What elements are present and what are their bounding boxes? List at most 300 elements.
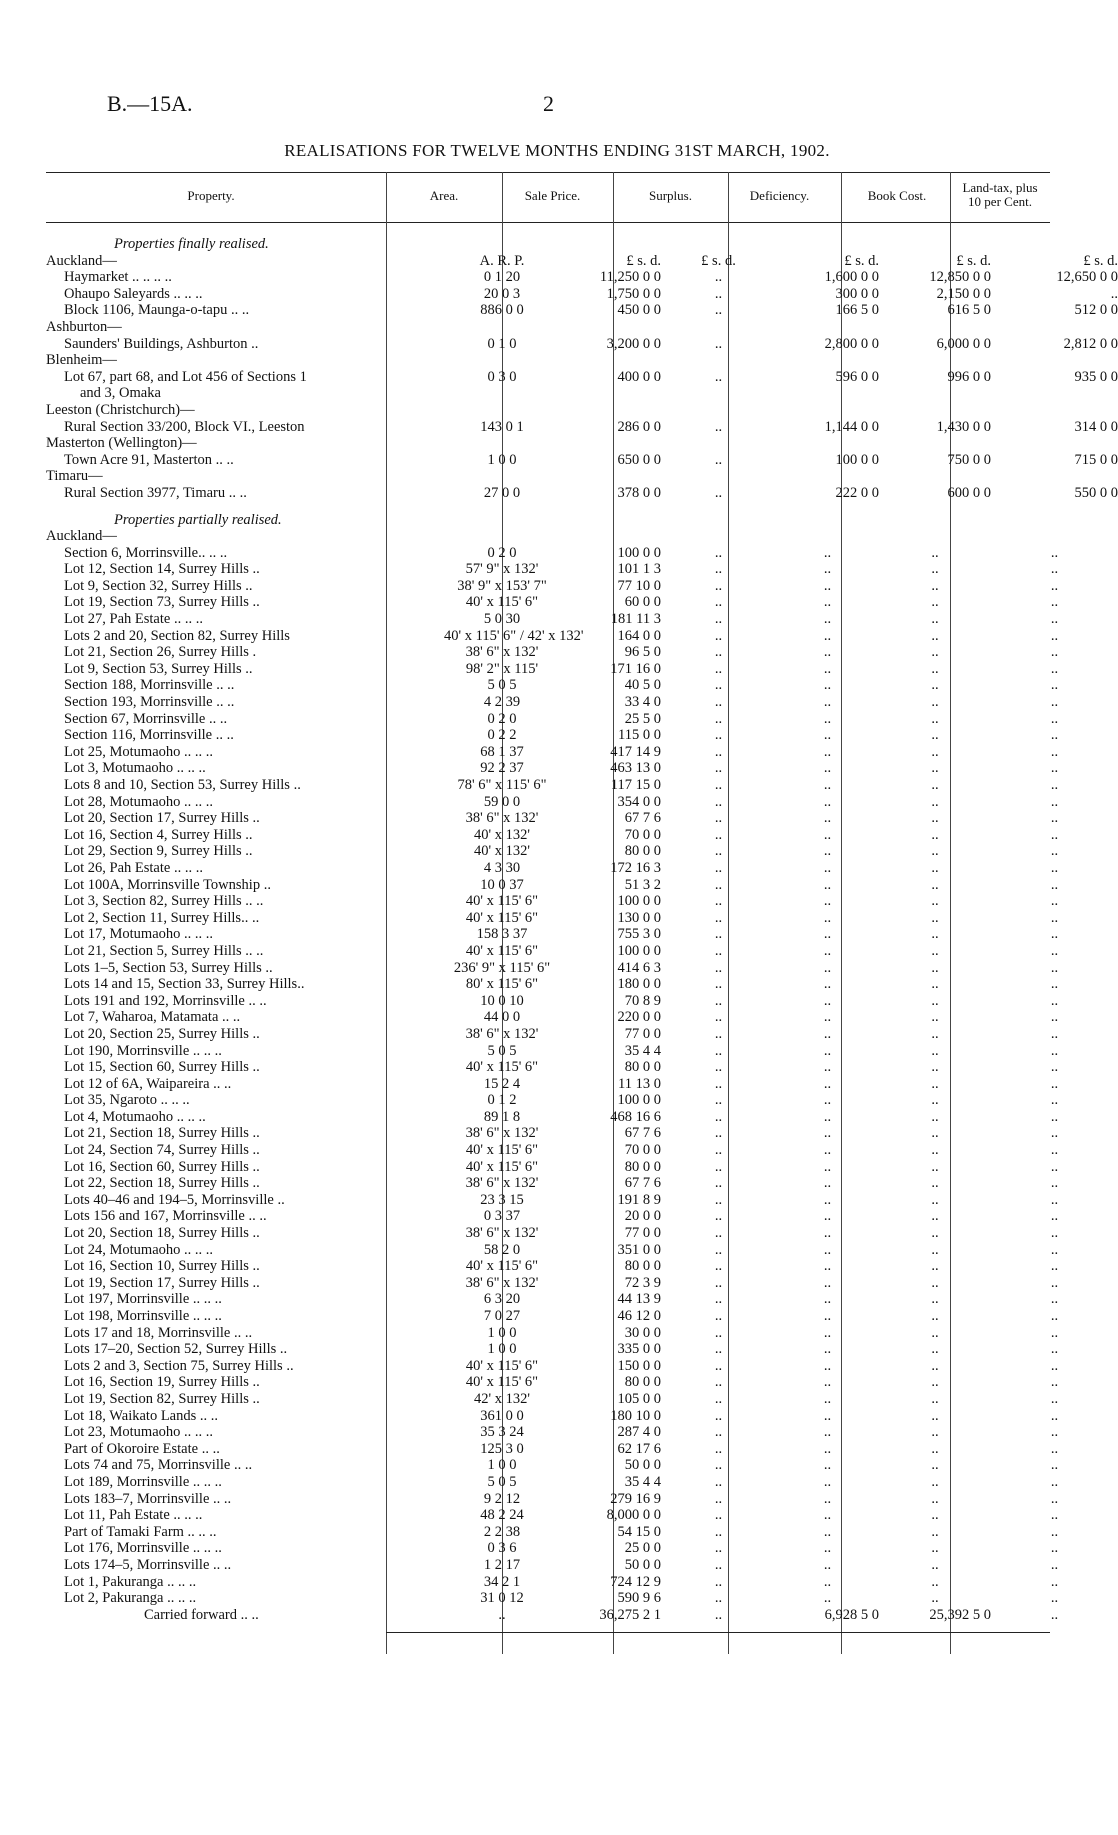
- realisations-table: [46, 236, 1118, 1623]
- area-value: 38' 6" x 132': [465, 1125, 539, 1142]
- land-tax-placeholder: ..: [1050, 1523, 1059, 1540]
- area-value: 0 3 0: [487, 368, 517, 385]
- area-value: 38' 6" x 132': [465, 1274, 539, 1291]
- empty-cell: [776, 236, 879, 253]
- carried-forward-book: 25,392 5 0: [929, 1606, 991, 1623]
- table-row: [46, 1491, 1118, 1508]
- land-tax-placeholder: ..: [1050, 1142, 1059, 1159]
- sale-price-value: 96 5 0: [624, 644, 661, 661]
- deficiency-placeholder: ..: [823, 1523, 832, 1540]
- header-top-rule: [46, 172, 1050, 173]
- land-tax-placeholder: ..: [1050, 876, 1059, 893]
- sale-price-value: 11 13 0: [618, 1075, 661, 1092]
- deficiency-placeholder: ..: [823, 959, 832, 976]
- sale-price-value: 117 15 0: [610, 777, 661, 793]
- sale-price-value: 590 9 6: [617, 1590, 661, 1607]
- area-value: 125 3 0: [480, 1440, 524, 1457]
- deficiency-placeholder: ..: [823, 1590, 832, 1607]
- empty-cell: [879, 236, 991, 253]
- area-value: 0 1 0: [487, 335, 517, 352]
- book-cost-placeholder: ..: [931, 1208, 939, 1225]
- empty-cell: [991, 385, 1118, 402]
- empty-cell: [444, 236, 560, 253]
- property-name: Lot 19, Section 82, Surrey Hills ..: [64, 1390, 260, 1407]
- deficiency-placeholder: ..: [823, 1556, 832, 1573]
- sale-price-value: 70 0 0: [624, 1142, 661, 1159]
- sale-price-value: 80 0 0: [624, 1158, 661, 1175]
- book-cost-placeholder: ..: [931, 611, 939, 628]
- property-name: Lots 17 and 18, Morrinsville .. ..: [64, 1324, 253, 1341]
- area-value: 38' 6" x 132': [465, 810, 539, 827]
- area-value: 40' x 115' 6": [465, 1374, 539, 1391]
- book-cost-placeholder: ..: [931, 727, 939, 744]
- surplus-placeholder: ..: [714, 1390, 723, 1407]
- sale-price-value: 67 7 6: [624, 1125, 661, 1142]
- sale-price-value: 35 4 4: [624, 1042, 661, 1059]
- table-row: [46, 1109, 1118, 1126]
- deficiency-placeholder: ..: [823, 1274, 832, 1291]
- deficiency-placeholder: ..: [823, 1308, 832, 1324]
- book-cost-placeholder: ..: [931, 893, 939, 910]
- deficiency-placeholder: ..: [823, 611, 832, 628]
- area-value: 1 0 0: [487, 1457, 517, 1474]
- property-name: Lot 19, Section 73, Surrey Hills ..: [64, 594, 260, 611]
- land-tax-placeholder: ..: [1050, 1357, 1059, 1374]
- table-row: [46, 976, 1118, 993]
- surplus-placeholder: ..: [714, 1540, 723, 1557]
- sale-price-value: 417 14 9: [610, 743, 661, 760]
- property-name: Ohaupo Saleyards .. .. ..: [64, 285, 203, 302]
- book-cost-placeholder: ..: [931, 859, 939, 876]
- book-cost-placeholder: ..: [931, 1108, 939, 1125]
- table-row: [46, 777, 1118, 794]
- area-value: 78' 6" x 115' 6": [457, 777, 547, 793]
- book-cost-value: 12,850 0 0: [929, 269, 991, 286]
- surplus-placeholder: ..: [714, 826, 723, 843]
- land-tax-placeholder: ..: [1050, 926, 1059, 943]
- deficiency-value: 166 5 0: [835, 302, 879, 319]
- table-row: [46, 1142, 1118, 1159]
- area-value: 68 1 37: [480, 743, 524, 760]
- land-tax-placeholder: ..: [1050, 760, 1059, 777]
- property-name: Lots 40–46 and 194–5, Morrinsville ..: [64, 1191, 285, 1208]
- book-cost-placeholder: ..: [931, 660, 939, 677]
- book-cost-placeholder: ..: [931, 1059, 939, 1076]
- area-value: 57' 9" x 132': [465, 561, 539, 578]
- book-cost-placeholder: ..: [931, 1092, 939, 1109]
- carried-forward-area: ..: [498, 1606, 506, 1623]
- area-value: 48 2 24: [480, 1507, 524, 1524]
- property-name: Lots 156 and 167, Morrinsville .. ..: [64, 1208, 267, 1225]
- area-value: 80' x 115' 6": [465, 976, 539, 993]
- book-cost-placeholder: ..: [931, 743, 939, 760]
- deficiency-placeholder: ..: [823, 942, 832, 959]
- property-name: Lot 25, Motumaoho .. .. ..: [64, 743, 214, 760]
- property-name: Haymarket .. .. .. ..: [64, 269, 172, 286]
- land-tax-placeholder: ..: [1050, 1540, 1059, 1557]
- carried-forward-surplus: ..: [714, 1606, 723, 1623]
- empty-cell: [879, 402, 991, 419]
- empty-cell: [444, 468, 560, 485]
- property-name: Lot 7, Waharoa, Matamata .. ..: [64, 1009, 241, 1026]
- property-name: Section 188, Morrinsville .. ..: [64, 677, 235, 694]
- surplus-placeholder: ..: [714, 1241, 723, 1258]
- book-cost-placeholder: ..: [931, 544, 939, 561]
- area-value: 0 1 2: [487, 1092, 517, 1109]
- land-tax-placeholder: ..: [1050, 1308, 1059, 1324]
- table-row: [46, 1524, 1118, 1541]
- deficiency-placeholder: ..: [823, 1092, 832, 1109]
- book-cost-placeholder: ..: [931, 1258, 939, 1275]
- table-row: [46, 760, 1118, 777]
- area-value: 40' x 132': [474, 843, 530, 860]
- land-tax-placeholder: ..: [1050, 1042, 1059, 1059]
- empty-cell: [991, 435, 1118, 452]
- sale-price-value: 414 6 3: [617, 959, 661, 976]
- area-value: 40' x 132': [474, 826, 530, 843]
- property-name: Lots 174–5, Morrinsville .. ..: [64, 1556, 232, 1573]
- book-cost-placeholder: ..: [931, 793, 939, 810]
- table-row: [46, 1574, 1118, 1591]
- property-name: Lot 3, Section 82, Surrey Hills .. ..: [64, 893, 264, 910]
- book-cost-placeholder: ..: [931, 1308, 939, 1324]
- property-name: Lot 18, Waikato Lands .. ..: [64, 1407, 219, 1424]
- empty-cell: [444, 352, 560, 369]
- carried-forward-deficiency: 6,928 5 0: [824, 1606, 879, 1623]
- empty-cell: [560, 352, 661, 369]
- land-tax-placeholder: ..: [1050, 1191, 1059, 1208]
- property-name: Lot 21, Section 18, Surrey Hills ..: [64, 1125, 260, 1142]
- surplus-placeholder: ..: [714, 1009, 723, 1026]
- area-value: 59 0 0: [483, 793, 521, 810]
- area-value: 5 0 30: [483, 611, 521, 628]
- land-tax-placeholder: ..: [1050, 594, 1059, 611]
- property-name: Lots 8 and 10, Section 53, Surrey Hills ..: [64, 777, 301, 793]
- surplus-value: ..: [714, 484, 723, 501]
- deficiency-value: 1,144 0 0: [824, 418, 879, 435]
- land-tax-placeholder: ..: [1050, 1241, 1059, 1258]
- spacer: [46, 502, 444, 512]
- property-name: Lot 20, Section 25, Surrey Hills ..: [64, 1025, 260, 1042]
- area-value: 2 2 38: [483, 1523, 521, 1540]
- book-cost-placeholder: ..: [931, 777, 939, 793]
- table-row: [46, 628, 1118, 645]
- table-row: [46, 727, 1118, 744]
- sale-price-value: 77 0 0: [624, 1225, 661, 1242]
- table-row: [46, 926, 1118, 943]
- book-cost-placeholder: ..: [931, 876, 939, 893]
- area-value: 886 0 0: [480, 302, 524, 319]
- section-title-finally: Properties finally realised.: [114, 236, 269, 252]
- property-name: Lot 176, Morrinsville .. .. ..: [64, 1540, 222, 1557]
- table-row: [46, 1092, 1118, 1109]
- deficiency-placeholder: ..: [823, 660, 832, 677]
- sale-price-value: 46 12 0: [617, 1308, 661, 1324]
- book-cost-placeholder: ..: [931, 1225, 939, 1242]
- property-name: Lots 1–5, Section 53, Surrey Hills ..: [64, 959, 273, 976]
- land-tax-value: 512 0 0: [1074, 302, 1118, 319]
- empty-cell: [776, 468, 879, 485]
- section-title-row: [46, 236, 1118, 253]
- empty-cell: [444, 502, 560, 512]
- empty-cell: [444, 319, 560, 336]
- book-cost-placeholder: ..: [931, 1324, 939, 1341]
- surplus-placeholder: ..: [714, 1092, 723, 1109]
- empty-cell: [560, 385, 661, 402]
- property-name: Town Acre 91, Masterton .. ..: [64, 451, 234, 468]
- property-name: Lot 100A, Morrinsville Township ..: [64, 876, 271, 893]
- book-cost-placeholder: ..: [931, 1424, 939, 1441]
- property-name: Lot 9, Section 32, Surrey Hills ..: [64, 577, 253, 594]
- property-name: Lot 1, Pakuranga .. .. ..: [64, 1573, 197, 1590]
- land-tax-placeholder: ..: [1050, 561, 1059, 578]
- surplus-value: ..: [714, 451, 723, 468]
- deficiency-placeholder: ..: [823, 1374, 832, 1391]
- book-cost-placeholder: ..: [931, 1556, 939, 1573]
- surplus-placeholder: ..: [714, 1341, 723, 1358]
- table-row: [46, 286, 1118, 303]
- sale-price-value: 80 0 0: [624, 1059, 661, 1076]
- table-row: [46, 843, 1118, 860]
- surplus-placeholder: ..: [714, 777, 723, 793]
- book-cost-placeholder: ..: [931, 1291, 939, 1308]
- surplus-placeholder: ..: [714, 1158, 723, 1175]
- surplus-placeholder: ..: [714, 1075, 723, 1092]
- area-value: 1 0 0: [487, 1324, 517, 1341]
- sale-price-value: 44 13 9: [617, 1291, 661, 1308]
- land-tax-placeholder: ..: [1050, 544, 1059, 561]
- table-row: [46, 810, 1118, 827]
- book-cost-placeholder: ..: [931, 810, 939, 827]
- place-row: [46, 528, 1118, 545]
- property-name: Lot 197, Morrinsville .. .. ..: [64, 1291, 222, 1308]
- table-row: [46, 1308, 1118, 1325]
- empty-cell: [991, 236, 1118, 253]
- empty-cell: [991, 352, 1118, 369]
- sale-price-value: 164 0 0: [617, 627, 661, 644]
- empty-cell: [560, 402, 661, 419]
- deficiency-placeholder: ..: [823, 1540, 832, 1557]
- deficiency-placeholder: ..: [823, 743, 832, 760]
- deficiency-placeholder: ..: [823, 893, 832, 910]
- report-reference: B.—15A.: [107, 91, 193, 116]
- surplus-value: ..: [714, 285, 723, 302]
- surplus-placeholder: ..: [714, 710, 723, 727]
- land-tax-placeholder: ..: [1050, 1590, 1059, 1607]
- property-name: Block 1106, Maunga-o-tapu .. ..: [64, 302, 250, 319]
- deficiency-placeholder: ..: [823, 727, 832, 744]
- sale-price-value: 378 0 0: [617, 484, 661, 501]
- surplus-placeholder: ..: [714, 1108, 723, 1125]
- book-cost-placeholder: ..: [931, 909, 939, 926]
- property-name: Lot 12, Section 14, Surrey Hills ..: [64, 561, 260, 578]
- table-row: [46, 827, 1118, 844]
- land-tax-placeholder: ..: [1050, 893, 1059, 910]
- property-name: Section 116, Morrinsville .. ..: [64, 727, 234, 744]
- place-row: [46, 352, 1118, 369]
- property-name: Lot 11, Pah Estate .. .. ..: [64, 1507, 203, 1524]
- table-row: [46, 794, 1118, 811]
- property-name: Lot 15, Section 60, Surrey Hills ..: [64, 1059, 260, 1076]
- deficiency-placeholder: ..: [823, 1457, 832, 1474]
- land-tax-placeholder: ..: [1050, 1374, 1059, 1391]
- book-cost-placeholder: ..: [931, 1407, 939, 1424]
- empty-cell: [879, 528, 991, 545]
- empty-cell: [661, 512, 776, 529]
- surplus-placeholder: ..: [714, 992, 723, 1009]
- book-cost-placeholder: ..: [931, 1191, 939, 1208]
- surplus-placeholder: ..: [714, 694, 723, 711]
- surplus-placeholder: ..: [714, 1374, 723, 1391]
- unit-area: A. R. P.: [479, 252, 525, 269]
- table-row: [46, 1242, 1118, 1259]
- empty-cell: [560, 435, 661, 452]
- surplus-placeholder: ..: [714, 793, 723, 810]
- area-value: 98' 2" x 115': [465, 660, 539, 677]
- deficiency-placeholder: ..: [823, 1341, 832, 1358]
- property-name: Lot 189, Morrinsville .. .. ..: [64, 1473, 222, 1490]
- place-row: [46, 468, 1118, 485]
- deficiency-value: 2,800 0 0: [824, 335, 879, 352]
- empty-cell: [560, 236, 661, 253]
- sale-price-value: 20 0 0: [624, 1208, 661, 1225]
- area-value: 15 2 4: [483, 1075, 521, 1092]
- surplus-placeholder: ..: [714, 677, 723, 694]
- surplus-placeholder: ..: [714, 743, 723, 760]
- empty-cell: [661, 385, 776, 402]
- table-row: [46, 269, 1118, 286]
- table-row: [46, 1026, 1118, 1043]
- deficiency-placeholder: ..: [823, 594, 832, 611]
- deficiency-placeholder: ..: [823, 876, 832, 893]
- sale-price-value: 191 8 9: [617, 1191, 661, 1208]
- sale-price-value: 180 0 0: [617, 976, 661, 993]
- empty-cell: [560, 512, 661, 529]
- book-cost-placeholder: ..: [931, 594, 939, 611]
- deficiency-placeholder: ..: [823, 1142, 832, 1159]
- area-value: 89 1 8: [483, 1108, 521, 1125]
- carried-forward-row: [46, 1607, 1118, 1624]
- property-name: Lot 9, Section 53, Surrey Hills ..: [64, 660, 253, 677]
- sale-price-value: 35 4 4: [624, 1473, 661, 1490]
- sale-price-value: 1,750 0 0: [606, 285, 661, 302]
- empty-cell: [661, 402, 776, 419]
- land-tax-placeholder: ..: [1050, 1059, 1059, 1076]
- sale-price-value: 100 0 0: [617, 1092, 661, 1109]
- empty-cell: [776, 528, 879, 545]
- sale-price-value: 100 0 0: [617, 942, 661, 959]
- area-value: 40' x 115' 6": [465, 1258, 539, 1275]
- table-row: [46, 1507, 1118, 1524]
- table-row: [46, 419, 1118, 436]
- sale-price-value: 72 3 9: [624, 1274, 661, 1291]
- deficiency-placeholder: ..: [823, 544, 832, 561]
- property-name: Lot 24, Motumaoho .. .. ..: [64, 1241, 214, 1258]
- property-name: Saunders' Buildings, Ashburton ..: [64, 335, 259, 352]
- empty-cell: [661, 236, 776, 253]
- deficiency-placeholder: ..: [823, 1390, 832, 1407]
- sale-price-value: 70 0 0: [624, 826, 661, 843]
- book-cost-placeholder: ..: [931, 644, 939, 661]
- place-name: Blenheim—: [46, 352, 117, 369]
- area-value: 40' x 115' 6": [465, 1142, 539, 1159]
- area-value: 143 0 1: [480, 418, 524, 435]
- sale-price-value: 287 4 0: [617, 1424, 661, 1441]
- surplus-placeholder: ..: [714, 1274, 723, 1291]
- property-name: Lot 190, Morrinsville .. .. ..: [64, 1042, 222, 1059]
- sale-price-value: 77 10 0: [617, 577, 661, 594]
- surplus-placeholder: ..: [714, 594, 723, 611]
- property-name: Lot 17, Motumaoho .. .. ..: [64, 926, 214, 943]
- land-tax-placeholder: ..: [1050, 793, 1059, 810]
- land-tax-placeholder: ..: [1050, 1556, 1059, 1573]
- area-value: 236' 9" x 115' 6": [453, 959, 551, 976]
- deficiency-placeholder: ..: [823, 760, 832, 777]
- area-value: 40' x 115' 6": [465, 594, 539, 611]
- deficiency-placeholder: ..: [823, 694, 832, 711]
- sale-price-value: 50 0 0: [624, 1556, 661, 1573]
- area-value: 0 3 6: [487, 1540, 517, 1557]
- land-tax-placeholder: ..: [1050, 694, 1059, 711]
- deficiency-placeholder: ..: [823, 777, 832, 793]
- surplus-value: ..: [714, 418, 723, 435]
- deficiency-placeholder: ..: [823, 1440, 832, 1457]
- surplus-placeholder: ..: [714, 926, 723, 943]
- surplus-placeholder: ..: [714, 1523, 723, 1540]
- land-tax-line-2: 10 per Cent.: [968, 194, 1032, 209]
- land-tax-placeholder: ..: [1050, 660, 1059, 677]
- surplus-placeholder: ..: [714, 810, 723, 827]
- land-tax-placeholder: ..: [1050, 1075, 1059, 1092]
- property-name: Lot 12 of 6A, Waipareira .. ..: [64, 1075, 232, 1092]
- empty-cell: [879, 352, 991, 369]
- property-name: Lots 14 and 15, Section 33, Surrey Hills..: [64, 976, 305, 993]
- table-row: [46, 1291, 1118, 1308]
- sale-price-value: 351 0 0: [617, 1241, 661, 1258]
- place-name: Ashburton—: [46, 318, 122, 335]
- table-row: [46, 1341, 1118, 1358]
- deficiency-placeholder: ..: [823, 926, 832, 943]
- place-name: Masterton (Wellington)—: [46, 435, 197, 452]
- place-row: [46, 402, 1118, 419]
- deficiency-placeholder: ..: [823, 677, 832, 694]
- land-tax-placeholder: ..: [1050, 644, 1059, 661]
- deficiency-placeholder: ..: [823, 1108, 832, 1125]
- sale-price-value: 450 0 0: [617, 302, 661, 319]
- property-name: Lots 191 and 192, Morrinsville .. ..: [64, 992, 267, 1009]
- book-cost-placeholder: ..: [931, 1457, 939, 1474]
- property-name: Lots 2 and 20, Section 82, Surrey Hills: [64, 627, 290, 644]
- surplus-placeholder: ..: [714, 1324, 723, 1341]
- sale-price-value: 33 4 0: [624, 694, 661, 711]
- table-row: [46, 369, 1118, 386]
- empty-cell: [879, 468, 991, 485]
- surplus-placeholder: ..: [714, 1490, 723, 1507]
- table-row: [46, 993, 1118, 1010]
- land-tax-placeholder: ..: [1050, 1208, 1059, 1225]
- sale-price-value: 3,200 0 0: [606, 335, 661, 352]
- land-tax-placeholder: ..: [1050, 1424, 1059, 1441]
- area-value: 1 0 0: [487, 451, 517, 468]
- land-tax-placeholder: ..: [1050, 1158, 1059, 1175]
- sale-price-value: 25 5 0: [624, 710, 661, 727]
- deficiency-placeholder: ..: [823, 1158, 832, 1175]
- deficiency-placeholder: ..: [823, 710, 832, 727]
- sale-price-value: 62 17 6: [617, 1440, 661, 1457]
- table-row: [46, 1076, 1118, 1093]
- sale-price-value: 354 0 0: [617, 793, 661, 810]
- table-row: [46, 1441, 1118, 1458]
